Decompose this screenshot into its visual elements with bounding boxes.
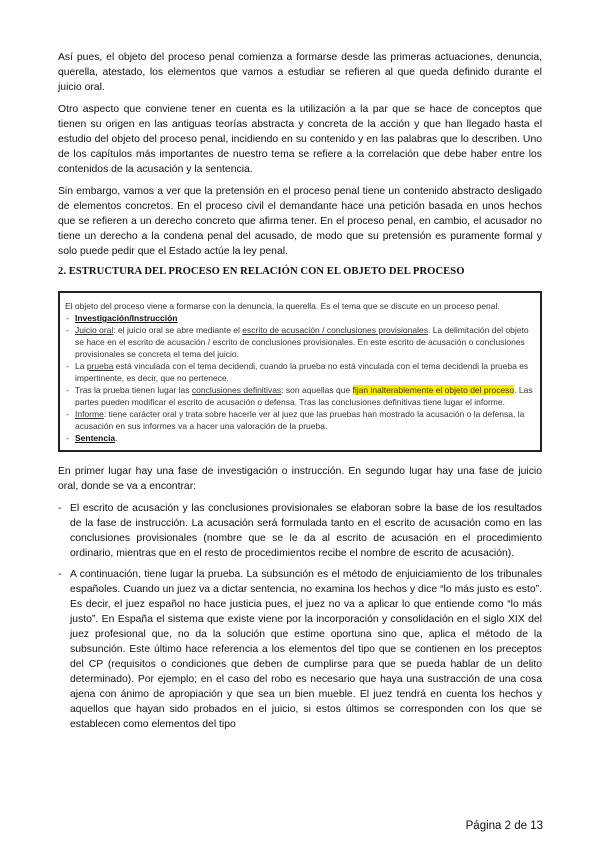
paragraph: Así pues, el objeto del proceso penal comienza a formarse desde las primeras actuaciones, denuncia, querella, atestado, los elementos que vamos a estudiar se refieren al que queda definido durante el juicio oral.: [58, 52, 542, 93]
paragraph: En primer lugar hay una fase de investigación o instrucción. En segundo lugar hay una fase de juicio oral, donde se va a encontrar:: [58, 466, 542, 492]
summary-box: [58, 291, 542, 452]
box-underlined-text: escrito de acusación / conclusiones provisionales: [242, 325, 428, 335]
box-text: está vinculada con el tema decidendi, cuando la prueba no está vinculada con el tema decidendi la prueba es impertinente, es decir, que no pertenece.: [75, 361, 529, 383]
highlighted-text: fijan inalterablemente el objeto del proceso: [352, 385, 515, 395]
box-item-investigacion: [65, 312, 535, 324]
box-text: La: [75, 361, 87, 371]
dash-list: [58, 501, 542, 732]
box-text: . Las partes pueden modificar el escrito de acusación o defensa. Tras las conclusiones definitivas tiene lugar el informe.: [75, 385, 533, 407]
box-item-conclusiones: [65, 384, 535, 408]
box-term: Investigación/Instrucción: [75, 313, 178, 323]
section-heading: 2. ESTRUCTURA DEL PROCESO EN RELACIÓN CON EL OBJETO DEL PROCESO: [58, 266, 465, 277]
box-item-prueba: [65, 360, 535, 384]
box-text: Tras la prueba tienen lugar las: [75, 385, 192, 395]
box-text: .: [115, 433, 118, 443]
list-item: - A continuación, tiene lugar la prueba. La subsunción es el método de enjuiciamiento de los tribunales españoles. Cuando un juez va a dictar sentencia, no examina los hechos y dice “lo más justo es esto”. Es decir, el juez español no hace justicia pues, el juez no va a aplicar lo que entiende como “lo más justo”. En España el sistema que existe viene por la incorporación y consolidación en el siglo XIX del juez profesional que, no da la solución que estime oportuna sino que, aplica el método de la subsunción. Este último hace referencia a los elementos del tipo que se contienen en los preceptos del CP (requisitos o condiciones que deben de cumplirse para que se pueda hablar de un delito determinado). Por ejemplo; en el caso del robo es necesario que haya una sustracción de una cosa ajena con ánimo de apropiación y que sea un bien mueble. El juez tendrá en cuenta los hechos y aquellos que hayan sido probados en el juicio, si estos últimos se corresponden con los que se establecen como elementos del tipo: [58, 567, 542, 732]
box-term: Juicio oral: [75, 325, 114, 335]
box-term: Informe: [75, 409, 104, 419]
box-item-juicio-oral: [65, 324, 535, 360]
box-item-informe: [65, 408, 535, 432]
paragraph: Otro aspecto que conviene tener en cuenta es la utilización a la par que se hace de conceptos que tienen su origen en las antiguas teorías abstracta y concreta de la acción y que han llegado hasta el estudio del objeto del proceso penal, incidiendo en su contenido y en las palabras que lo describen. Uno de los capítulos más importantes de nuestro tema se refiere a la correlación que debe haber entre los contenidos de la acusación y la sentencia.: [58, 104, 542, 175]
box-text: . La delimitación del objeto se hace en el escrito de acusación / escrito de conclusiones provisionales. En este escrito de acusación o conclusiones provisionales se concreta el tema del juicio.: [75, 325, 529, 359]
box-text: : el juicio oral se abre mediante el: [113, 325, 243, 335]
box-term: Sentencia: [75, 433, 116, 443]
page-number: Página 2 de 13: [465, 820, 543, 832]
box-item-sentencia: [65, 432, 535, 444]
box-list: [65, 312, 535, 444]
box-term: prueba: [86, 361, 114, 371]
box-text: : tiene carácter oral y trata sobre hacerle ver al juez que las pruebas han mostrado la acusación o la defensa, la acusación en sus informes va a hacer una valoración de la prueba.: [75, 409, 525, 431]
box-text: : son aquellas que: [281, 385, 353, 395]
box-intro: El objeto del proceso viene a formarse con la denuncia, la querella. Es el tema que se discute en un proceso penal.: [65, 301, 500, 311]
box-term: conclusiones definitivas: [191, 385, 282, 395]
paragraph: Sin embargo, vamos a ver que la pretensión en el proceso penal tiene un contenido abstracto desligado de elementos concretos. En el proceso civil el demandante hace una petición basada en unos hechos que se refieren a un derecho concreto que afirma tener. En el proceso penal, en cambio, el acusador no tiene un derecho a la condena penal del acusado, de modo que su pretensión es puramente formal y solo puede pedir que el Estado actúe la ley penal.: [58, 186, 542, 257]
page-content: [58, 50, 542, 738]
list-item: - El escrito de acusación y las conclusiones provisionales se elaboran sobre la base de los resultados de la fase de instrucción. La acusación será formulada tanto en el escrito de acusación como en las conclusiones provisionales (nombre que se le da al escrito de acusación en el procedimiento ordinario, mientras que en el resto de procedimientos recibe el nombre de escrito de acusación).: [58, 501, 542, 561]
